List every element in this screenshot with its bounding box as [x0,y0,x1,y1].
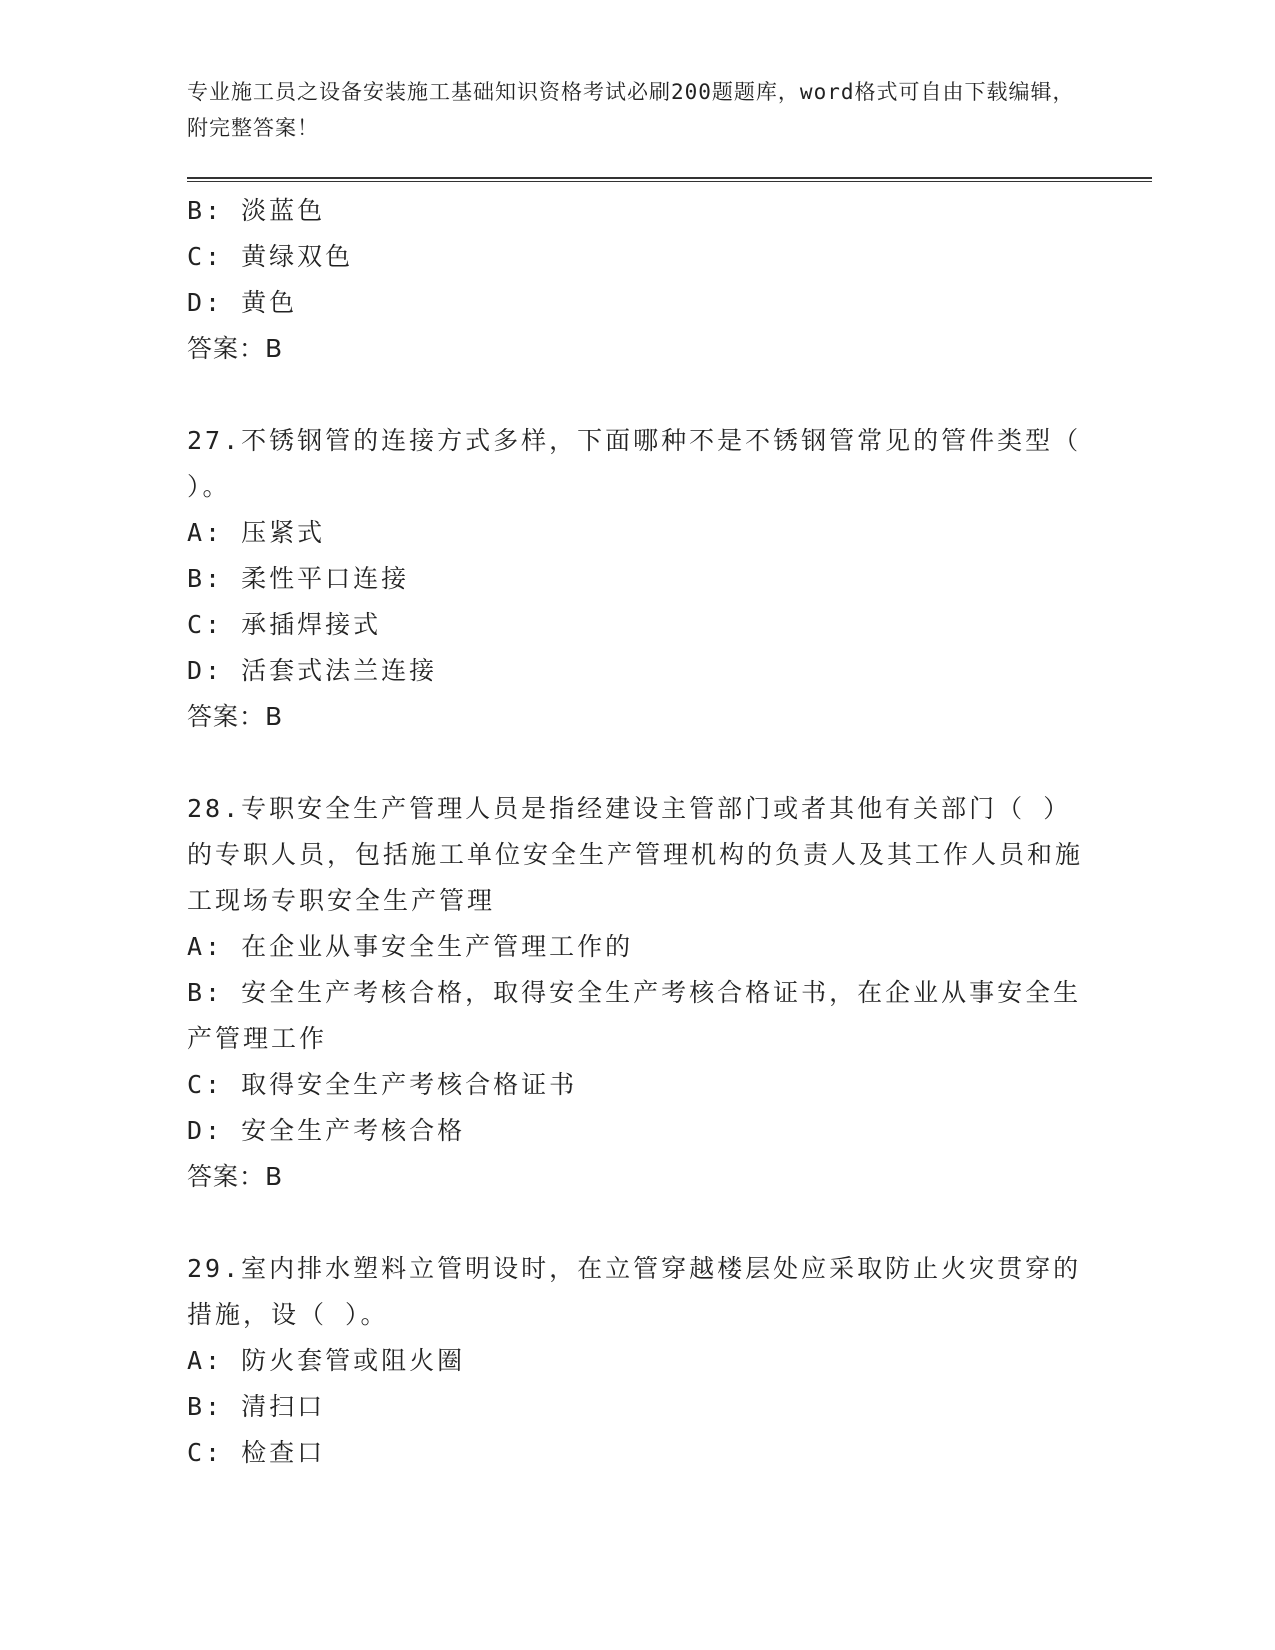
option-c: C: 黄绿双色 [187,242,354,271]
option-a: A: 防火套管或阻火圈 [187,1346,466,1375]
document-body [187,188,1087,1476]
document-header: 专业施工员之设备安装施工基础知识资格考试必刷200题题库，word格式可自由下载编辑，附完整答案！ [187,80,1075,140]
option-d: D: 安全生产考核合格 [187,1116,466,1145]
answer-line: 答案：B [187,334,284,363]
answer-line: 答案：B [187,1162,284,1191]
answer-line: 答案：B [187,702,284,731]
spacer [187,372,1087,418]
option-c: C: 承插焊接式 [187,610,382,639]
option-b: B: 淡蓝色 [187,196,326,225]
question-text: 29.室内排水塑料立管明设时，在立管穿越楼层处应采取防止火灾贯穿的措施，设（ ）。 [187,1254,1082,1329]
question-26-block [187,188,1087,372]
question-27-block [187,418,1087,740]
option-c: C: 取得安全生产考核合格证书 [187,1070,578,1099]
option-b: B: 柔性平口连接 [187,564,410,593]
option-b: B: 安全生产考核合格，取得安全生产考核合格证书，在企业从事安全生产管理工作 [187,978,1082,1053]
option-d: D: 黄色 [187,288,298,317]
header-divider [187,177,1152,182]
option-a: A: 在企业从事安全生产管理工作的 [187,932,634,961]
question-28-block [187,786,1087,1200]
option-c: C: 检查口 [187,1438,326,1467]
spacer [187,1200,1087,1246]
option-b: B: 清扫口 [187,1392,326,1421]
option-a: A: 压紧式 [187,518,326,547]
spacer [187,740,1087,786]
option-d: D: 活套式法兰连接 [187,656,438,685]
question-text: 27.不锈钢管的连接方式多样，下面哪种不是不锈钢管常见的管件类型（ ）。 [187,426,1082,501]
question-text: 28.专职安全生产管理人员是指经建设主管部门或者其他有关部门（ ）的专职人员，包括施工单位安全生产管理机构的负责人及其工作人员和施工现场专职安全生产管理 [187,794,1084,915]
question-29-block [187,1246,1087,1476]
